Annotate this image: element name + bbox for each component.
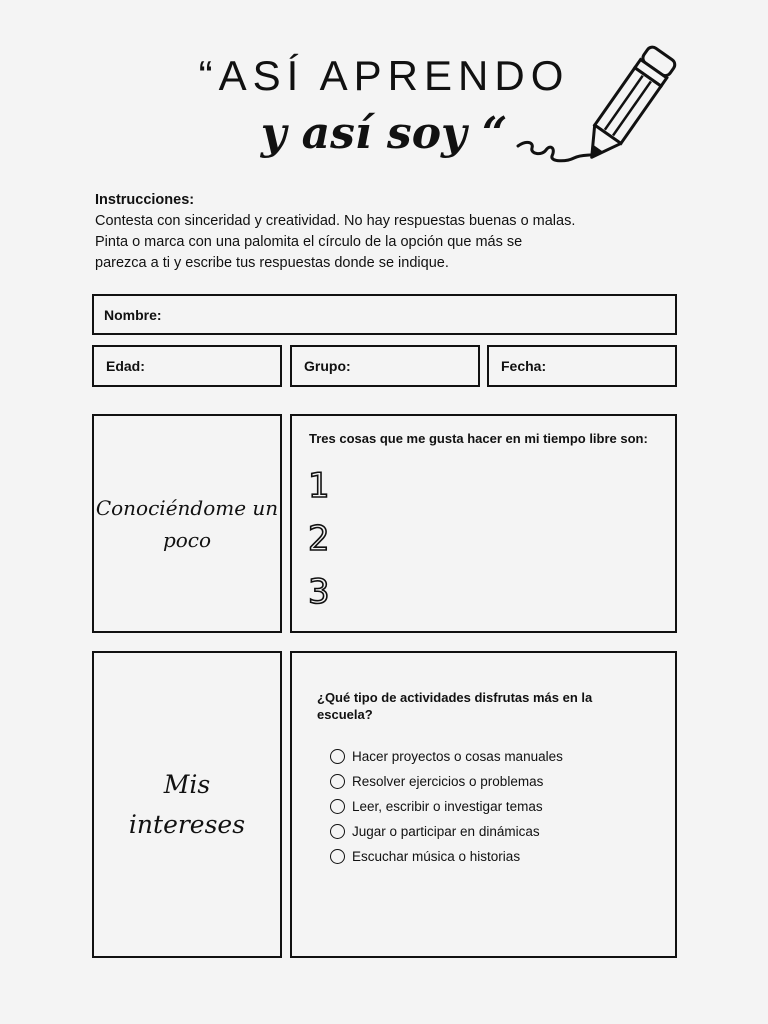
- name-label: Nombre:: [104, 306, 162, 323]
- name-field[interactable]: [92, 294, 677, 335]
- section-2-answer-box: [290, 651, 677, 958]
- date-field[interactable]: [487, 345, 677, 387]
- instructions: [95, 190, 655, 274]
- instructions-heading: Instrucciones:: [95, 192, 195, 208]
- section-1-title-line-2: poco: [162, 527, 212, 552]
- answer-number-3: 3: [308, 572, 330, 612]
- section-1-answer-box[interactable]: [290, 414, 677, 633]
- option-4[interactable]: [330, 824, 540, 839]
- option-5[interactable]: [330, 849, 520, 864]
- section-2-title-box: [92, 651, 282, 958]
- option-5-label: Escuchar música o historias: [352, 849, 521, 864]
- age-field[interactable]: [92, 345, 282, 387]
- radio-circle-icon[interactable]: [330, 749, 345, 764]
- section-2-title-line-2: intereses: [128, 809, 246, 839]
- instructions-line-2: Pinta o marca con una palomita el círculo de la opción que más se: [95, 234, 523, 250]
- option-3-label: Leer, escribir o investigar temas: [352, 799, 543, 814]
- option-1-label: Hacer proyectos o cosas manuales: [352, 749, 563, 764]
- section-2-title: [94, 765, 280, 845]
- radio-circle-icon[interactable]: [330, 774, 345, 789]
- instructions-line-3: parezca a ti y escribe tus respuestas donde se indique.: [95, 255, 449, 271]
- title-line-1: “ASÍ APRENDO: [198, 52, 570, 99]
- section-1-question: Tres cosas que me gusta hacer en mi tiempo libre son:: [309, 431, 648, 446]
- section-2-title-line-1: Mis: [163, 769, 211, 799]
- radio-circle-icon[interactable]: [330, 849, 345, 864]
- option-3[interactable]: [330, 799, 543, 814]
- title-line-2: y así soy “: [260, 108, 508, 159]
- option-2[interactable]: [330, 774, 543, 789]
- section-1-title-line-1: Conociéndome un: [95, 495, 279, 520]
- option-4-label: Jugar o participar en dinámicas: [352, 824, 540, 839]
- section-1-title-box: [92, 414, 282, 633]
- section-2-question: [317, 689, 592, 723]
- section-1-title: [94, 492, 280, 556]
- radio-circle-icon[interactable]: [330, 799, 345, 814]
- option-2-label: Resolver ejercicios o problemas: [352, 774, 544, 789]
- group-field[interactable]: [290, 345, 480, 387]
- answer-number-1: 1: [308, 466, 330, 506]
- instructions-line-1: Contesta con sinceridad y creatividad. No hay respuestas buenas o malas.: [95, 213, 576, 229]
- section-2-question-line-1: ¿Qué tipo de actividades disfrutas más en la: [317, 690, 593, 705]
- answer-number-2: 2: [308, 519, 330, 559]
- date-label: Fecha:: [501, 358, 547, 374]
- age-label: Edad:: [106, 358, 145, 374]
- pencil-icon: [512, 36, 692, 176]
- group-label: Grupo:: [304, 358, 351, 374]
- section-2-question-line-2: escuela?: [317, 707, 373, 722]
- option-1[interactable]: [330, 749, 563, 764]
- radio-circle-icon[interactable]: [330, 824, 345, 839]
